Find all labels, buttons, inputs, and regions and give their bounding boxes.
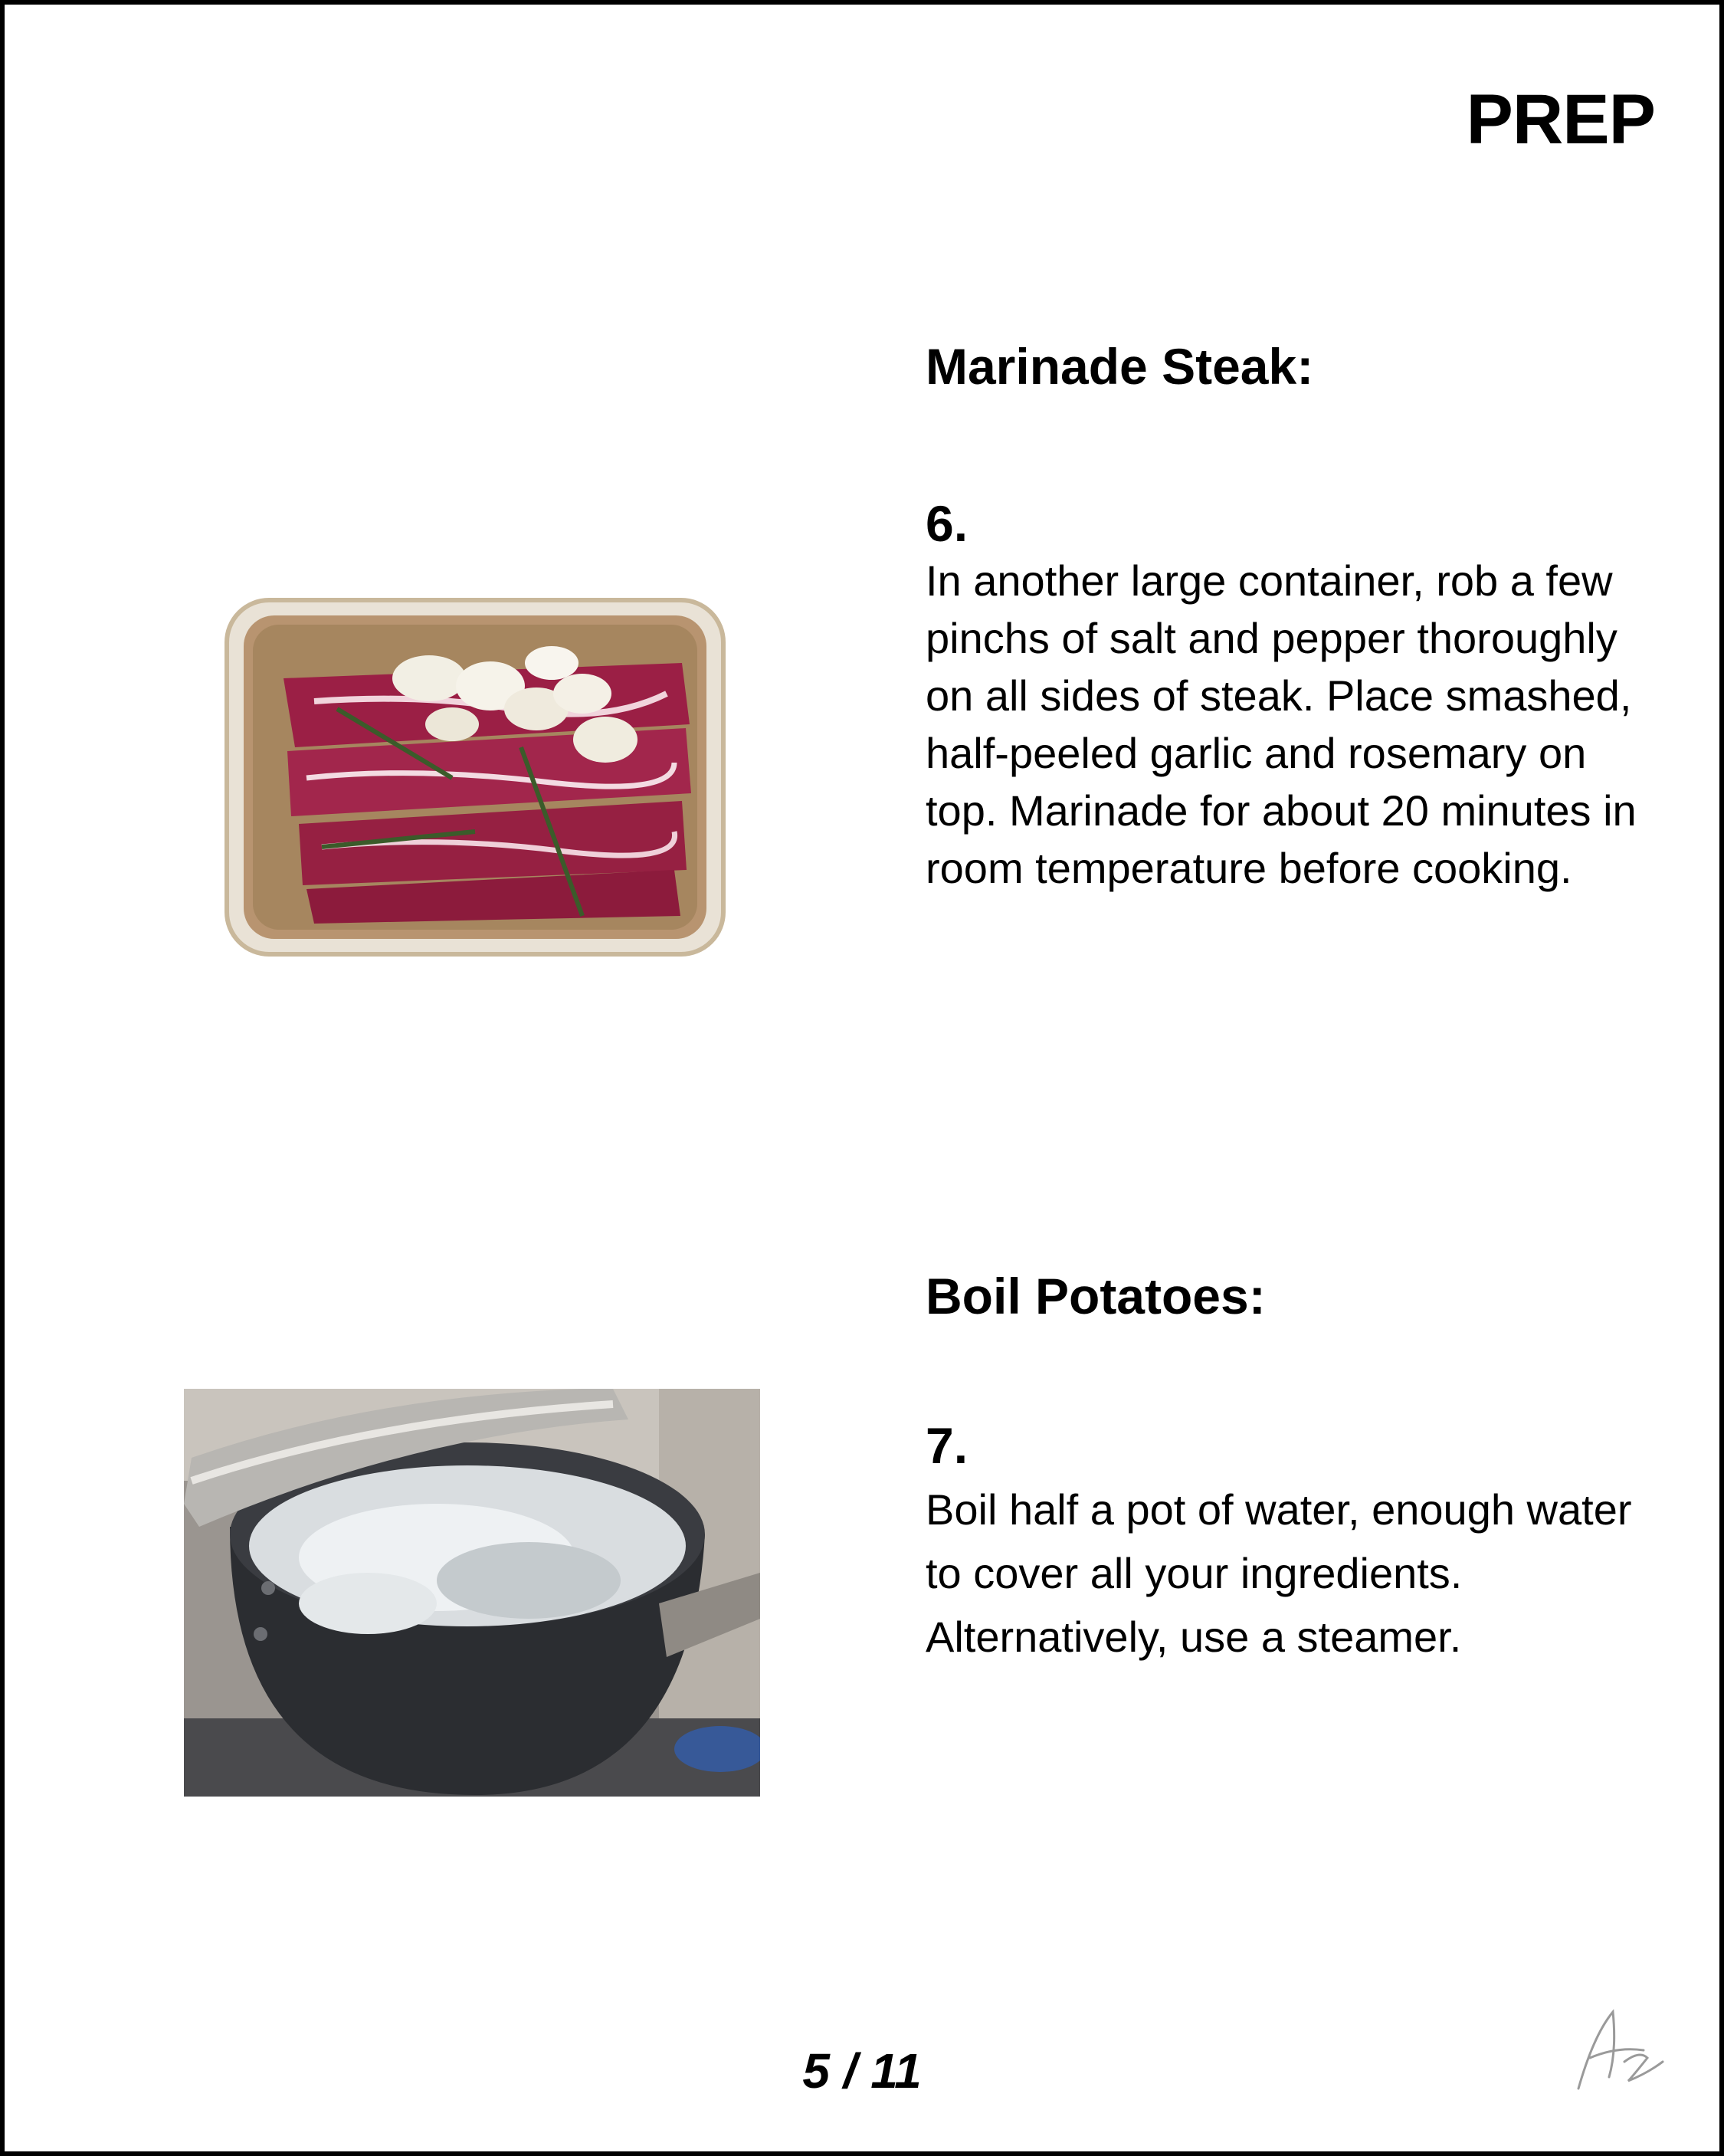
garlic-shape: [553, 674, 611, 714]
section-heading: Boil Potatoes:: [926, 1268, 1266, 1324]
step-number: 6.: [926, 495, 969, 552]
step-instructions: Boil half a pot of water, enough water to cover all your ingredients. Alternatively, use a steamer.: [926, 1485, 1632, 1661]
boiling-pot-photo: [184, 1389, 760, 1797]
garlic-shape: [425, 707, 479, 741]
page-title: PREP: [1466, 80, 1655, 159]
garlic-shape: [525, 646, 578, 680]
step-instructions: In another large container, rob a few pinchs of salt and pepper thoroughly on all sides of steak. Place smashed, half-peeled garlic and rosemary on top. Marinade for about 20 minutes in room temperature before cooking.: [926, 556, 1637, 892]
water-bubble-shape: [437, 1542, 621, 1619]
section-heading: Marinade Steak:: [926, 338, 1314, 395]
signature-icon: [1571, 2004, 1670, 2096]
water-bubble-shape: [299, 1573, 437, 1634]
page-number: 5 / 11: [802, 2043, 922, 2099]
garlic-shape: [392, 655, 466, 701]
rivet-shape: [261, 1581, 275, 1595]
garlic-shape: [573, 717, 637, 763]
step-number: 7.: [926, 1417, 969, 1474]
rivet-shape: [254, 1627, 267, 1641]
steak-marinade-photo: [222, 594, 728, 962]
